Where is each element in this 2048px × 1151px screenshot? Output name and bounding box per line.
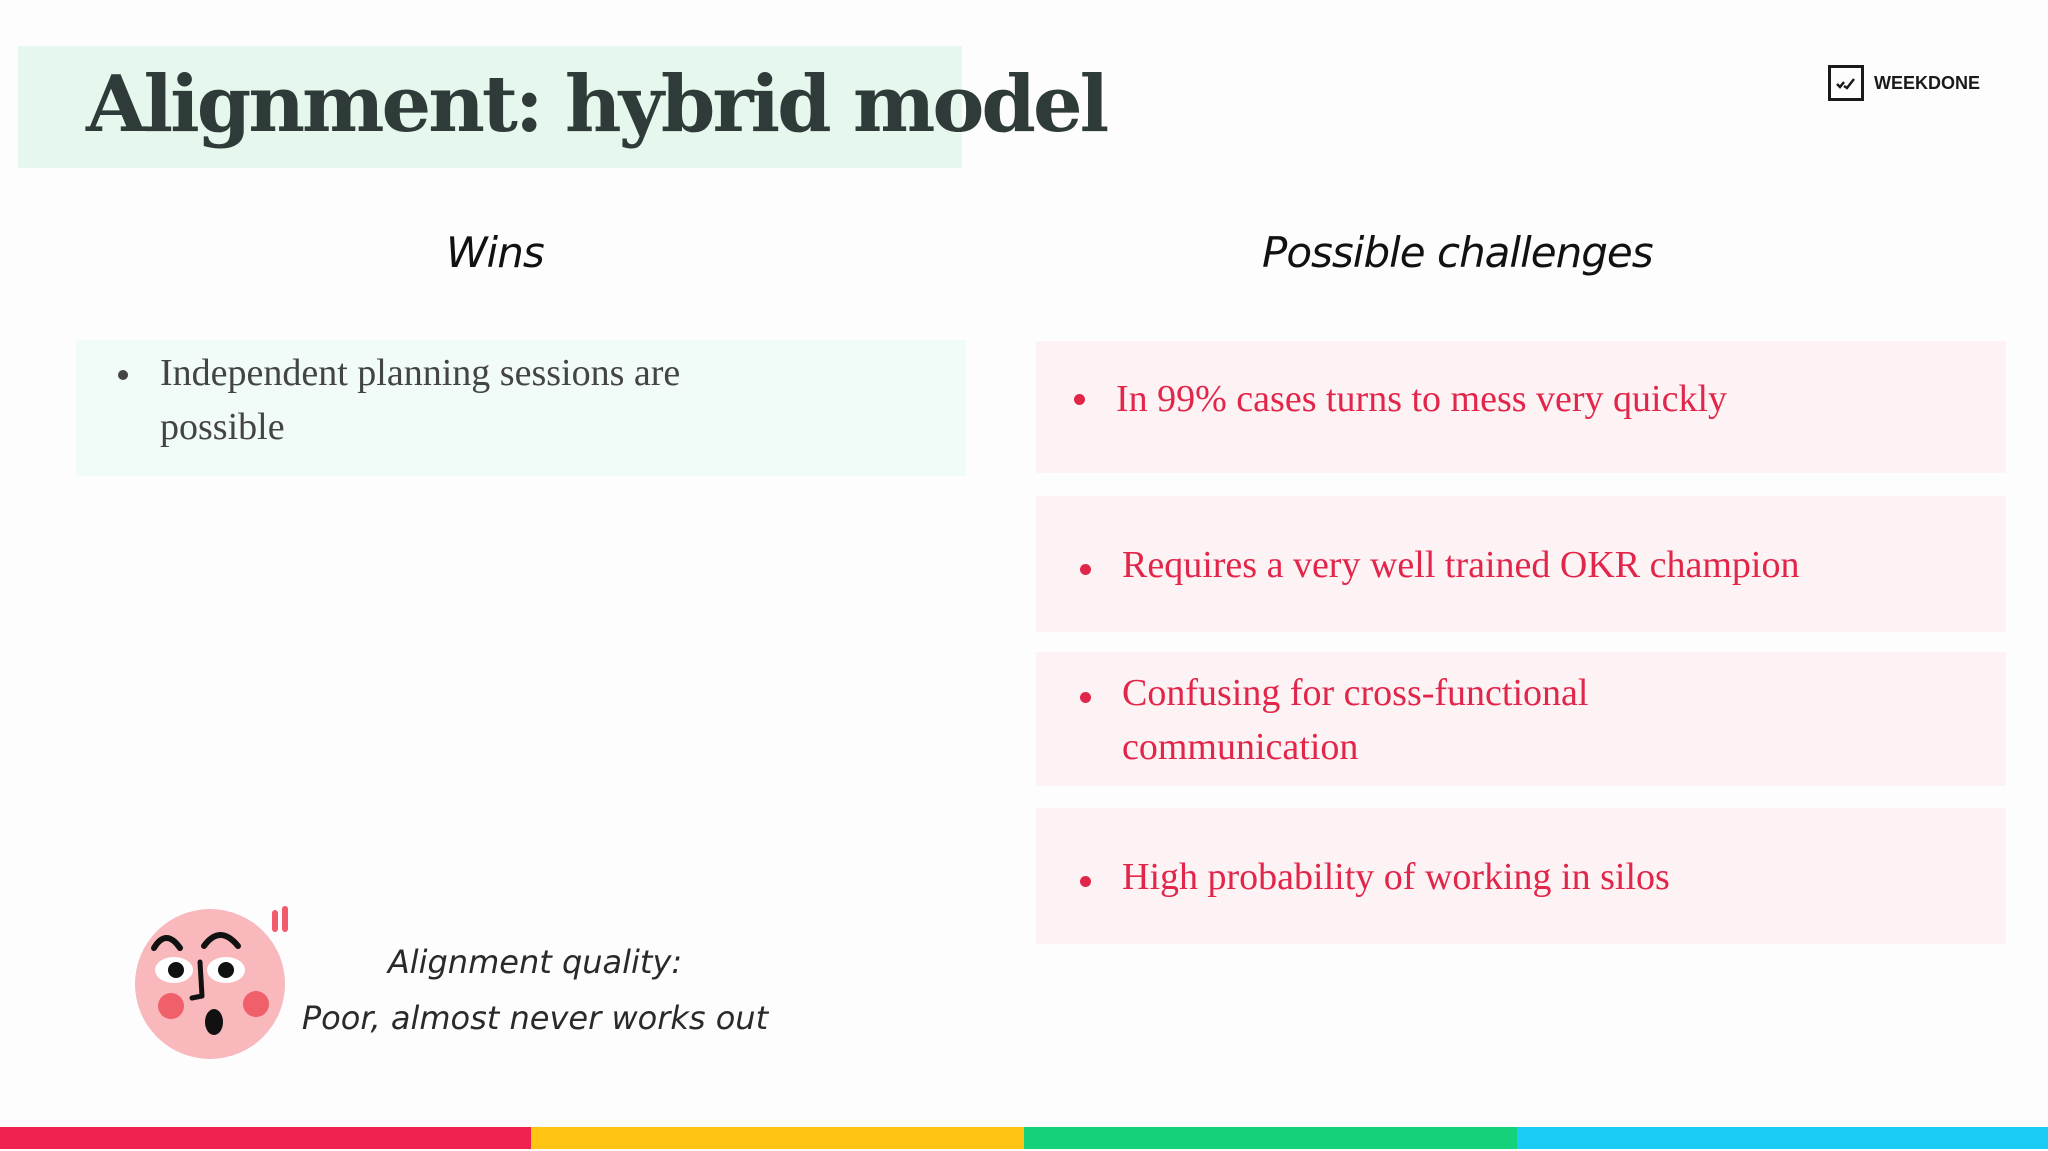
bullet: [1074, 394, 1085, 405]
challenge-card: [1036, 808, 2006, 944]
slide-title: Alignment: hybrid model: [86, 59, 1107, 150]
stripe-blue: [1517, 1127, 2048, 1149]
logo-text: WEEKDONE: [1874, 72, 1981, 93]
wins-heading: Wins: [446, 228, 544, 277]
challenge-item-text: Confusing for cross-functional communication: [1122, 672, 1589, 768]
stripe-red: [0, 1127, 531, 1149]
quality-label: Alignment quality:: [387, 943, 683, 981]
stripe-green: [1024, 1127, 1517, 1149]
challenges-heading: Possible challenges: [1262, 228, 1653, 277]
challenge-card: [1036, 652, 2006, 786]
alignment-quality: [300, 934, 770, 1046]
bullet: [118, 370, 128, 380]
bullet: [1080, 564, 1091, 575]
challenge-item-text: High probability of working in silos: [1122, 856, 1670, 898]
surprised-face-icon: [134, 900, 294, 1060]
bullet: [1080, 876, 1091, 887]
challenge-card: [1036, 341, 2006, 473]
bullet: [1080, 692, 1091, 703]
challenge-card: [1036, 496, 2006, 632]
stripe-yellow: [531, 1127, 1024, 1149]
weekdone-logo: [1828, 65, 1980, 101]
challenge-item-text: Requires a very well trained OKR champion: [1122, 544, 1800, 586]
quality-value: Poor, almost never works out: [301, 999, 769, 1037]
win-item-text: Independent planning sessions are possible: [160, 352, 681, 448]
win-card: [76, 340, 966, 476]
challenge-item-text: In 99% cases turns to mess very quickly: [1116, 378, 1728, 420]
check-chart-icon: [1828, 65, 1864, 101]
